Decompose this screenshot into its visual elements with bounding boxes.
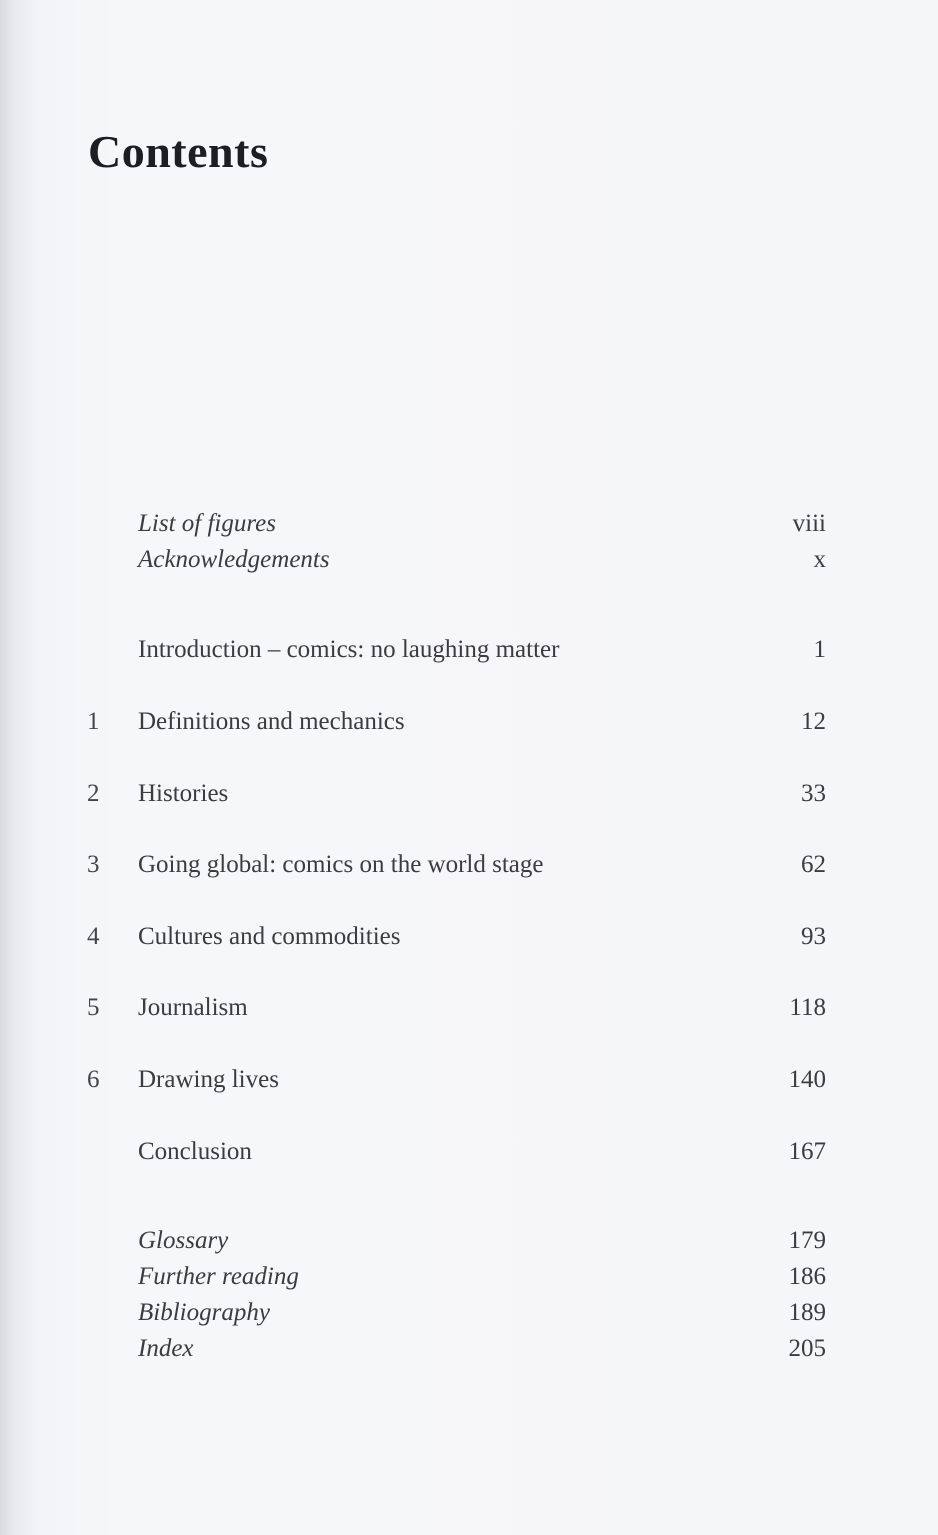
toc-entry-page: 93 — [801, 923, 826, 950]
toc-entry-label: Bibliography — [138, 1299, 270, 1326]
toc-entry-back-matter — [0, 1260, 938, 1294]
toc-entry-label: Further reading — [138, 1263, 299, 1290]
toc-entry-page: viii — [792, 510, 826, 537]
toc-entry-page: x — [813, 546, 826, 573]
toc-entry-chapter — [0, 777, 938, 811]
toc-entry-label: Going global: comics on the world stage — [138, 851, 544, 878]
toc-entry-back-matter — [0, 1296, 938, 1330]
toc-entry-label: Introduction – comics: no laughing matter — [138, 636, 560, 663]
toc-entry-page: 179 — [788, 1227, 826, 1254]
toc-entry-page: 12 — [801, 708, 826, 735]
toc-entry-number: 6 — [87, 1066, 100, 1093]
toc-entry-number: 3 — [87, 851, 100, 878]
toc-entry-page: 33 — [801, 780, 826, 807]
toc-entry-chapter — [0, 1135, 938, 1169]
toc-entry-label: Glossary — [138, 1227, 229, 1254]
toc-entry-chapter — [0, 705, 938, 739]
toc-entry-page: 118 — [789, 994, 826, 1021]
toc-entry-label: Cultures and commodities — [138, 923, 401, 950]
toc-entry-label: List of figures — [138, 510, 276, 537]
toc-entry-front-matter — [0, 507, 938, 541]
toc-entry-label: Conclusion — [138, 1138, 252, 1165]
toc-entry-page: 167 — [788, 1138, 826, 1165]
toc-entry-chapter — [0, 920, 938, 954]
toc-entry-front-matter — [0, 543, 938, 577]
toc-entry-chapter — [0, 848, 938, 882]
toc-entry-number: 1 — [87, 708, 100, 735]
toc-entry-label: Definitions and mechanics — [138, 708, 405, 735]
toc-entry-label: Journalism — [138, 994, 248, 1021]
toc-entry-number: 2 — [87, 780, 100, 807]
page-title: Contents — [88, 126, 269, 177]
toc-entry-label: Index — [138, 1335, 194, 1362]
toc-entry-back-matter — [0, 1332, 938, 1366]
toc-entry-number: 4 — [87, 923, 100, 950]
toc-entry-chapter — [0, 991, 938, 1025]
toc-entry-page: 186 — [788, 1263, 826, 1290]
toc-entry-page: 205 — [788, 1335, 826, 1362]
toc-entry-chapter — [0, 633, 938, 667]
toc-entry-label: Acknowledgements — [138, 546, 330, 573]
toc-entry-page: 189 — [788, 1299, 826, 1326]
toc-entry-chapter — [0, 1063, 938, 1097]
toc-entry-page: 140 — [788, 1066, 826, 1093]
toc-entry-back-matter — [0, 1224, 938, 1258]
toc-entry-number: 5 — [87, 994, 100, 1021]
toc-entry-label: Drawing lives — [138, 1066, 279, 1093]
toc-entry-label: Histories — [138, 780, 229, 807]
toc-entry-page: 1 — [813, 636, 826, 663]
toc-entry-page: 62 — [801, 851, 826, 878]
